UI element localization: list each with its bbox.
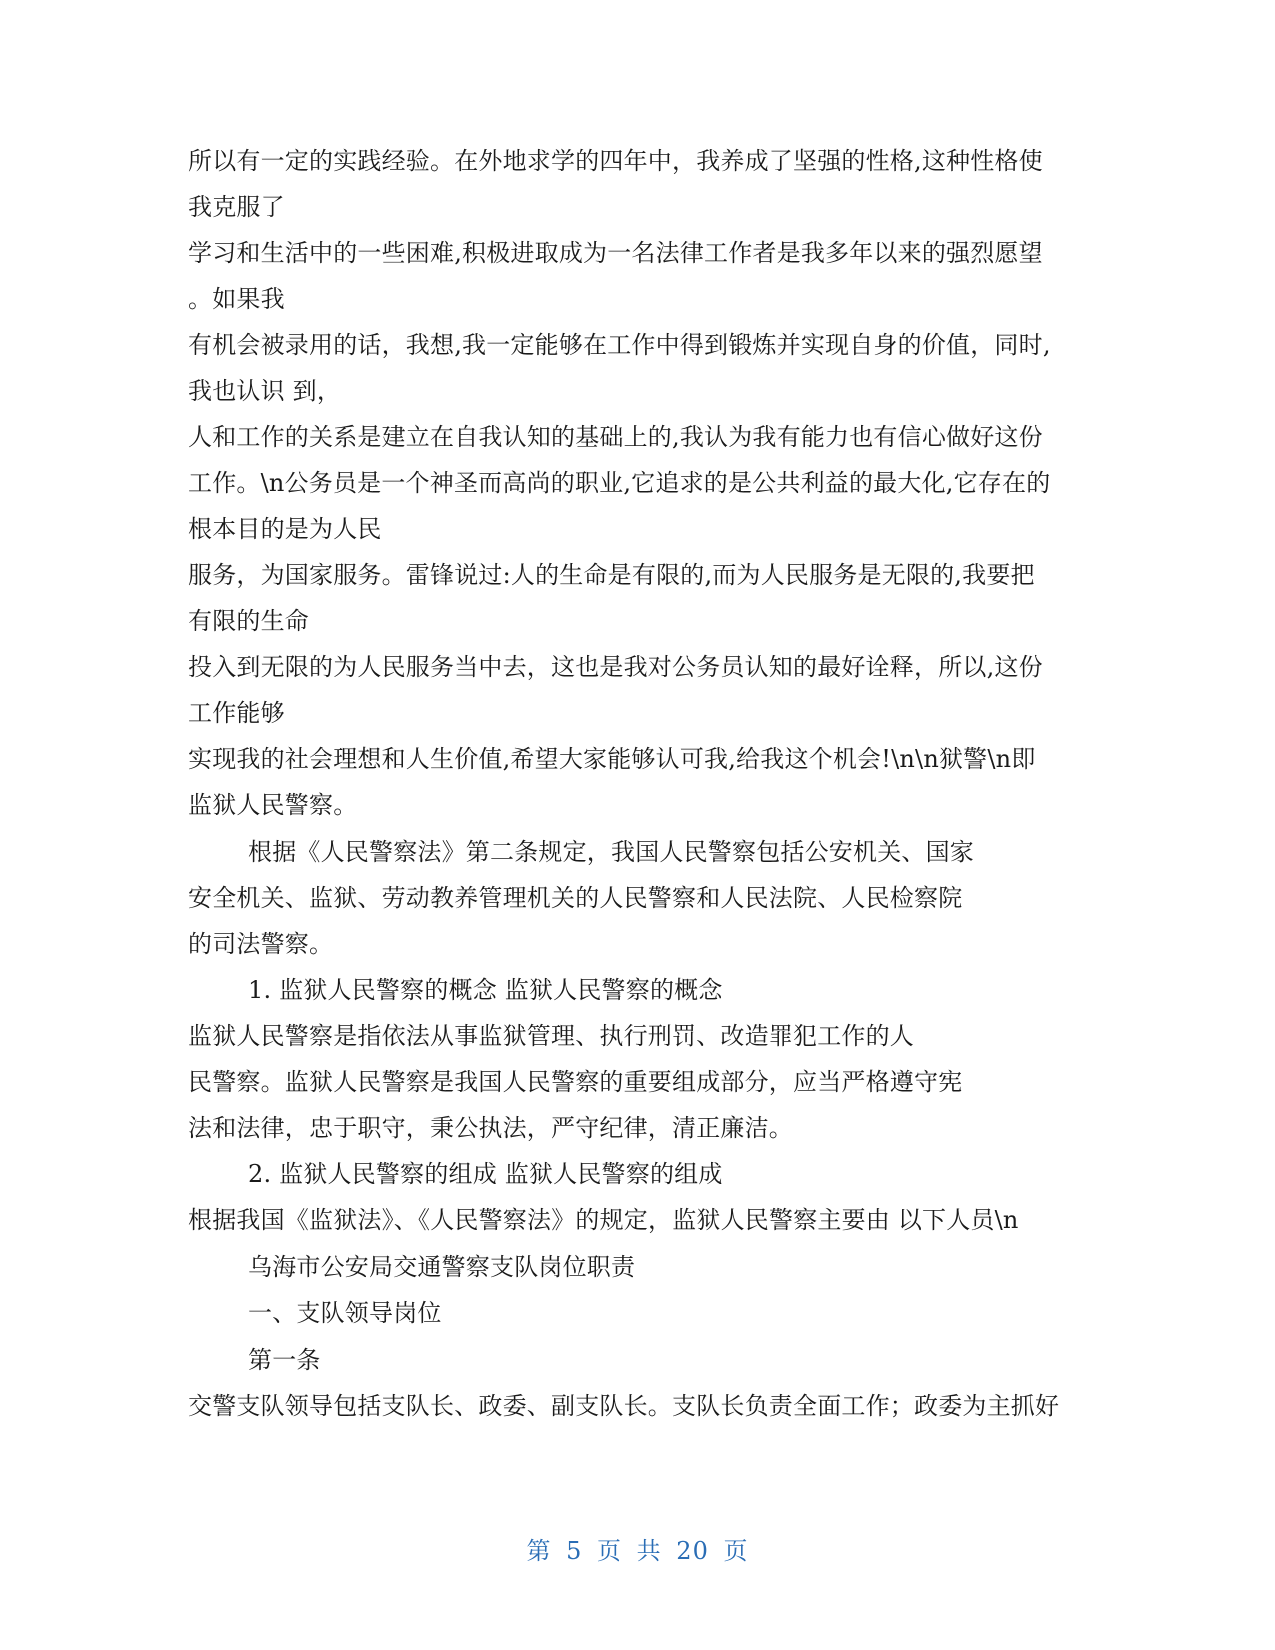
text-line: 有限的生命 [188,607,309,635]
text-line: 交警支队领导包括支队长、政委、副支队长。支队长负责全面工作；政委为主抓好 [188,1392,1060,1420]
text-line: 学习和生活中的一些困难,积极进取成为一名法律工作者是我多年以来的强烈愿望 [188,239,1043,267]
text-line: 我克服了 [188,193,285,221]
text-line: 。如果我 [188,285,285,313]
section-heading: 1. 监狱人民警察的概念 监狱人民警察的概念 [248,976,723,1004]
paragraph-first-line: 根据《人民警察法》第二条规定，我国人民警察包括公安机关、国家 [248,838,974,866]
text-line: 监狱人民警察是指依法从事监狱管理、执行刑罚、改造罪犯工作的人 [188,1022,914,1050]
text-line: 工作能够 [188,699,285,727]
text-line: 投入到无限的为人民服务当中去，这也是我对公务员认知的最好诠释，所以,这份 [188,653,1043,681]
text-line: 监狱人民警察。 [188,791,358,819]
text-line: 工作。\n公务员是一个神圣而高尚的职业,它追求的是公共利益的最大化,它存在的 [188,469,1051,497]
section-heading: 2. 监狱人民警察的组成 监狱人民警察的组成 [248,1160,723,1188]
document-title: 乌海市公安局交通警察支队岗位职责 [248,1253,636,1281]
text-line: 人和工作的关系是建立在自我认知的基础上的,我认为我有能力也有信心做好这份 [188,423,1043,451]
section-heading: 一、支队领导岗位 [248,1299,442,1327]
text-line: 服务，为国家服务。雷锋说过:人的生命是有限的,而为人民服务是无限的,我要把 [188,561,1035,589]
text-line: 所以有一定的实践经验。在外地求学的四年中，我养成了坚强的性格,这种性格使 [188,147,1043,175]
article-heading: 第一条 [248,1346,321,1374]
text-line: 实现我的社会理想和人生价值,希望大家能够认可我,给我这个机会!\n\n狱警\n即 [188,745,1036,773]
text-line: 民警察。监狱人民警察是我国人民警察的重要组成部分，应当严格遵守宪 [188,1068,963,1096]
text-line: 根本目的是为人民 [188,515,382,543]
text-line: 根据我国《监狱法》、《人民警察法》的规定，监狱人民警察主要由 以下人员\n [188,1206,1019,1234]
text-line: 安全机关、监狱、劳动教养管理机关的人民警察和人民法院、人民检察院 [188,884,963,912]
page-number: 第 5 页 共 20 页 [526,1537,749,1565]
text-line: 我也认识 到， [188,377,342,405]
text-line: 法和法律，忠于职守，秉公执法，严守纪律，清正廉洁。 [188,1114,793,1142]
text-line: 有机会被录用的话，我想,我一定能够在工作中得到锻炼并实现自身的价值，同时, [188,331,1051,359]
text-line: 的司法警察。 [188,930,334,958]
